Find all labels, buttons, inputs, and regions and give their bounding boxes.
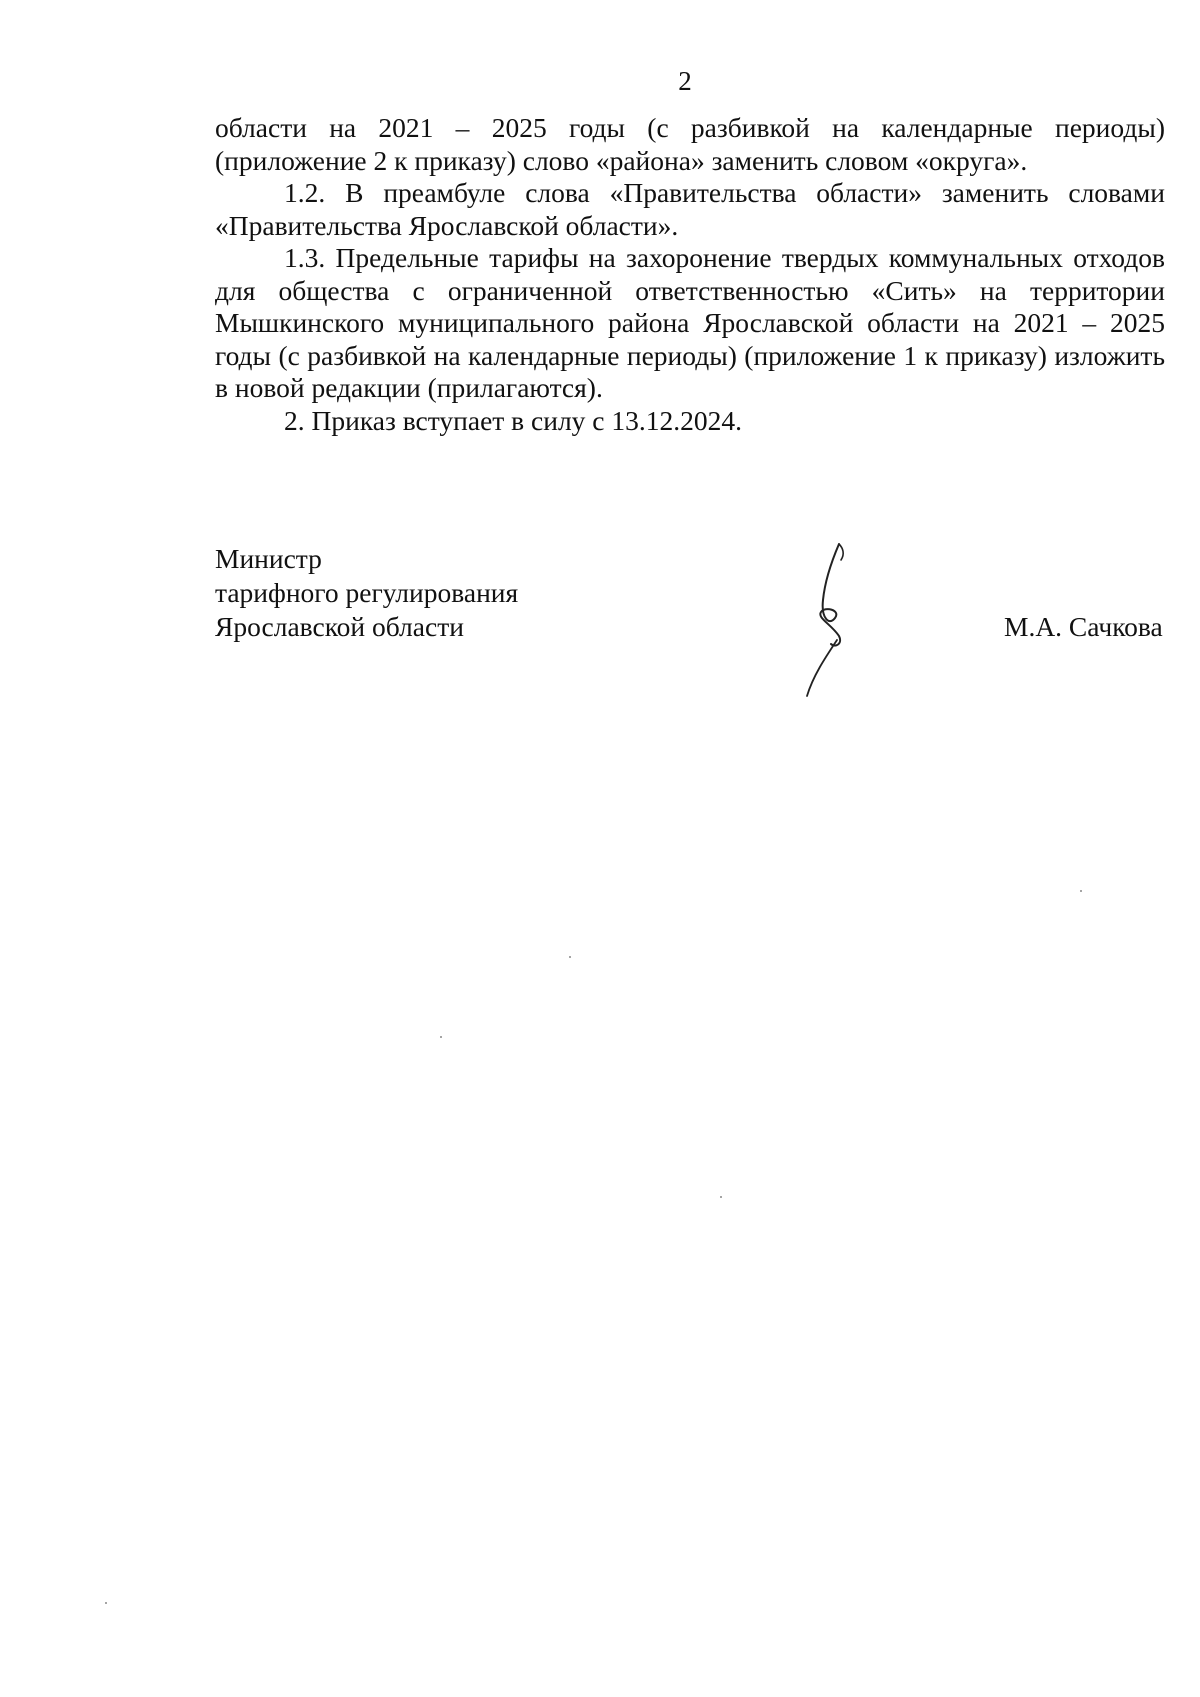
scan-speck — [720, 1196, 722, 1198]
scan-speck — [1080, 890, 1082, 892]
signatory-name: М.А. Сачкова — [1004, 611, 1163, 642]
signatory-position-line: тарифного регулирования — [215, 577, 519, 608]
scan-speck — [440, 1036, 442, 1038]
scan-speck — [105, 1602, 107, 1604]
paragraph-1-3: 1.3. Предельные тарифы на захоронение твердых коммунальных отходов для общества с ограниченной ответственностью «Сить» на территории Мышкинского муниципального района Ярославской области на 2021 – 2025 годы (с разбивкой на календарные периоды) (приложение 1 к приказу) изложить в новой редакции (прилагаются). — [215, 242, 1165, 403]
paragraph-1-2: 1.2. В преамбуле слова «Правительства области» заменить словами «Правительства Ярославской области». — [215, 177, 1165, 241]
handwritten-signature — [795, 540, 875, 700]
signatory-position-line: Министр — [215, 543, 322, 574]
document-body — [215, 112, 1165, 437]
paragraph-2: 2. Приказ вступает в силу с 13.12.2024. — [284, 404, 743, 436]
paragraph-1-1-continuation: области на 2021 – 2025 годы (с разбивкой на календарные периоды) (приложение 2 к приказу) слово «района» заменить словом «округа». — [215, 112, 1165, 176]
scan-speck — [569, 956, 571, 958]
page-number: 2 — [678, 66, 692, 96]
signatory-position — [215, 542, 518, 644]
signatory-position-line: Ярославской области — [215, 611, 464, 642]
